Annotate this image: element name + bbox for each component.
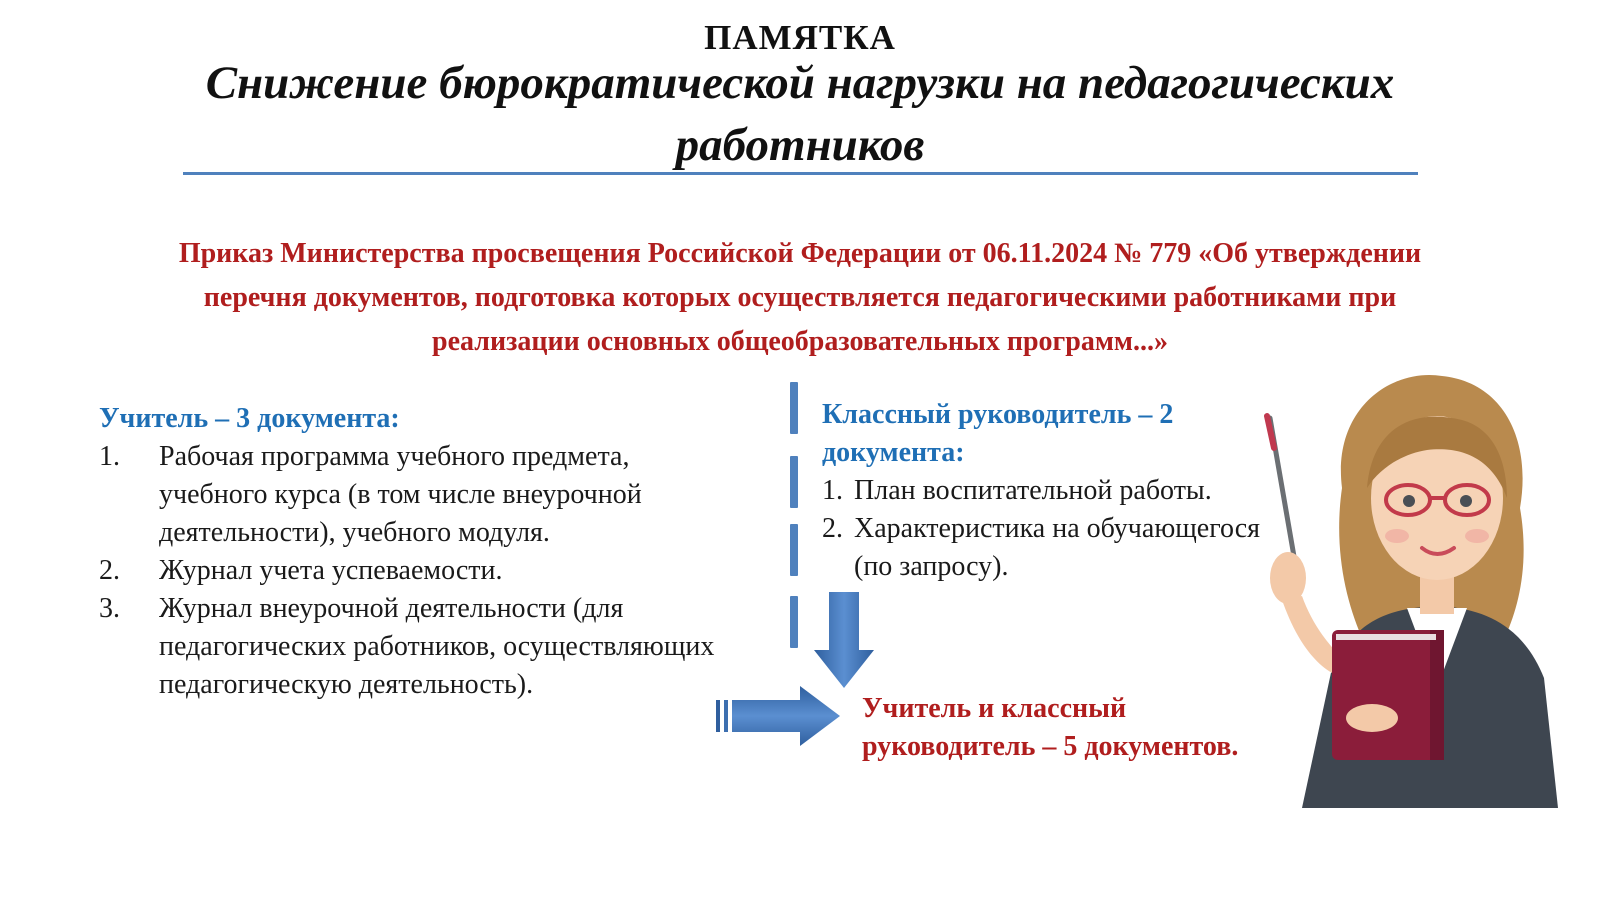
separator-dash (790, 524, 798, 576)
class-teacher-document-list (822, 472, 1262, 586)
list-item-number: 2. (99, 555, 120, 586)
teacher-document-list (99, 438, 739, 704)
memo-label: ПАМЯТКА (704, 18, 896, 57)
teacher-heading: Учитель – 3 документа: (99, 403, 400, 434)
separator-dash (790, 596, 798, 648)
list-item (822, 472, 1262, 510)
list-item-text: Журнал учета успеваемости. (159, 555, 503, 586)
list-item-text: План воспитательной работы. (854, 475, 1212, 506)
list-item-text: Рабочая программа учебного предмета, учебного курса (в том числе внеурочной деятельности), учебного модуля. (159, 441, 642, 548)
list-item-text: Характеристика на обучающегося (по запросу). (854, 513, 1261, 582)
list-item-number: 1. (99, 441, 120, 472)
list-item (822, 510, 1262, 586)
list-item-number: 2. (822, 513, 843, 544)
order-reference: Приказ Министерства просвещения Российской Федерации от 06.11.2024 № 779 «Об утверждении перечня документов, подготовка которых осуществляется педагогическими работниками при реализации основных общеобразовательных программ...» (178, 238, 1422, 357)
separator-dash (790, 456, 798, 508)
title-divider (183, 172, 1418, 175)
class-teacher-section (822, 396, 1262, 586)
teacher-illustration (1262, 368, 1562, 808)
right-arrow-icon (716, 686, 840, 746)
result-summary: Учитель и классный руководитель – 5 документов. (862, 693, 1239, 762)
list-item (99, 552, 739, 590)
separator-dash (790, 382, 798, 434)
book-icon (1332, 630, 1442, 760)
class-teacher-heading: Классный руководитель – 2 документа: (822, 399, 1174, 468)
list-item-number: 1. (822, 475, 843, 506)
list-item-text: Журнал внеурочной деятельности (для педагогических работников, осуществляющих педагогическую деятельность). (159, 593, 715, 700)
list-item-number: 3. (99, 593, 120, 624)
list-item (99, 438, 739, 552)
page-title: Снижение бюрократической нагрузки на педагогических работников (205, 57, 1395, 171)
teacher-section (99, 400, 739, 704)
down-arrow-icon (814, 592, 874, 688)
list-item (99, 590, 739, 704)
